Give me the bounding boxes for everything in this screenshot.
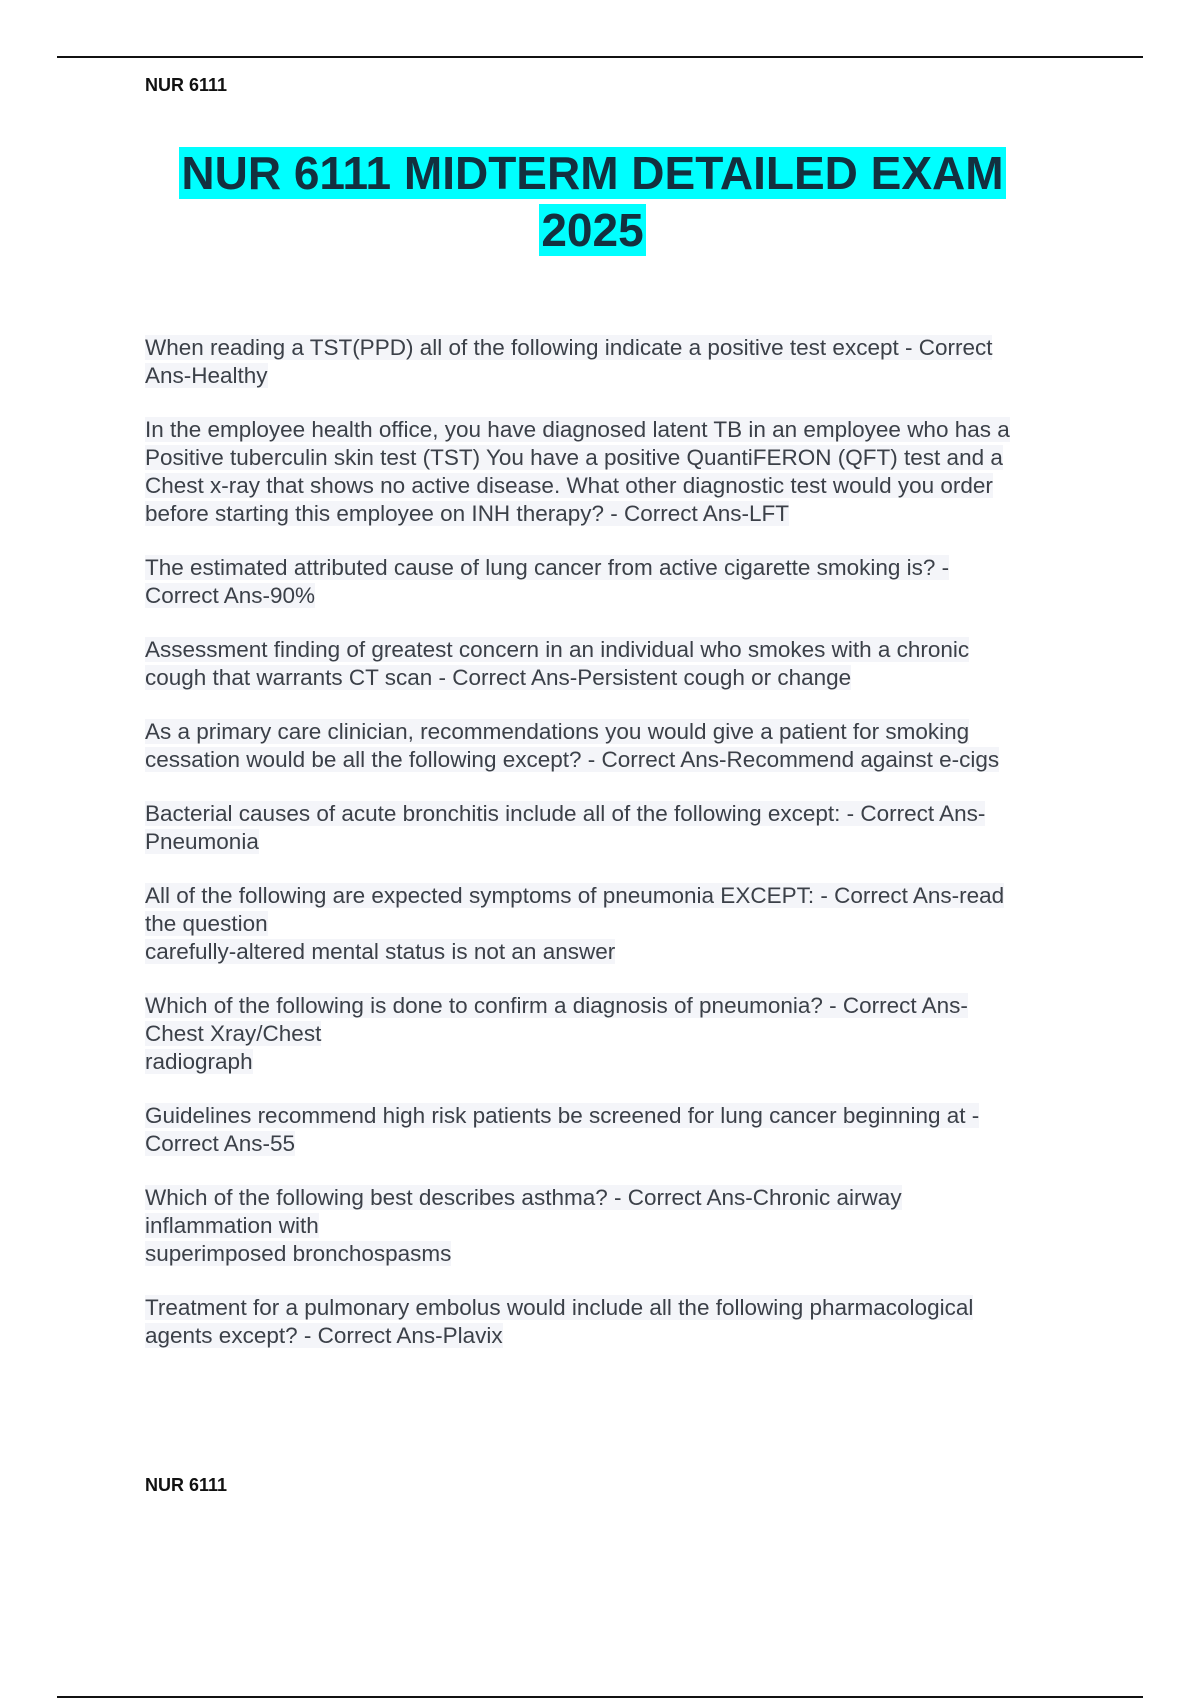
question-text-line: Guidelines recommend high risk patients be screened for lung cancer beginning at -	[145, 1103, 980, 1128]
question-item	[145, 636, 1080, 692]
question-text-line: agents except? - Correct Ans-Plavix	[145, 1323, 503, 1348]
question-text-line: Pneumonia	[145, 829, 259, 854]
question-text-line: cessation would be all the following except? - Correct Ans-Recommend against e-cigs	[145, 747, 1000, 772]
title-line-2: 2025	[541, 204, 644, 256]
question-list	[145, 334, 1080, 1376]
question-item	[145, 992, 1080, 1076]
question-text-line: cough that warrants CT scan - Correct Ans-Persistent cough or change	[145, 665, 852, 690]
question-text-line: Which of the following best describes asthma? - Correct Ans-Chronic airway	[145, 1185, 902, 1210]
question-text-line: When reading a TST(PPD) all of the following indicate a positive test except - Correct	[145, 335, 993, 360]
question-item	[145, 1184, 1080, 1268]
question-text-line: As a primary care clinician, recommendations you would give a patient for smoking	[145, 719, 970, 744]
top-rule	[57, 56, 1143, 58]
question-text-line: Which of the following is done to confirm a diagnosis of pneumonia? - Correct Ans-	[145, 993, 968, 1018]
question-item	[145, 1294, 1080, 1350]
question-text-line: All of the following are expected symptoms of pneumonia EXCEPT: - Correct Ans-read	[145, 883, 1005, 908]
question-text-line: Correct Ans-90%	[145, 583, 316, 608]
bottom-rule	[57, 1696, 1143, 1698]
question-text-line: before starting this employee on INH therapy? - Correct Ans-LFT	[145, 501, 790, 526]
question-item	[145, 718, 1080, 774]
question-text-line: In the employee health office, you have diagnosed latent TB in an employee who has a	[145, 417, 1010, 442]
question-text-line: Assessment finding of greatest concern in an individual who smokes with a chronic	[145, 637, 970, 662]
page-header: NUR 6111	[145, 75, 228, 95]
question-text-line: the question	[145, 911, 268, 936]
question-item	[145, 554, 1080, 610]
question-item	[145, 800, 1080, 856]
question-text-line: Correct Ans-55	[145, 1131, 296, 1156]
question-text-line: carefully-altered mental status is not an answer	[145, 939, 616, 964]
question-text-line: Bacterial causes of acute bronchitis include all of the following except: - Correct Ans-	[145, 801, 986, 826]
question-item	[145, 416, 1080, 528]
question-text-line: Ans-Healthy	[145, 363, 268, 388]
question-text-line: Treatment for a pulmonary embolus would include all the following pharmacological	[145, 1295, 974, 1320]
question-item	[145, 882, 1080, 966]
question-text-line: The estimated attributed cause of lung cancer from active cigarette smoking is? -	[145, 555, 950, 580]
page-title	[145, 145, 1040, 259]
question-text-line: superimposed bronchospasms	[145, 1241, 452, 1266]
question-text-line: radiograph	[145, 1049, 253, 1074]
question-item	[145, 1102, 1080, 1158]
question-text-line: inflammation with	[145, 1213, 319, 1238]
question-text-line: Chest Xray/Chest	[145, 1021, 322, 1046]
title-line-1: NUR 6111 MIDTERM DETAILED EXAM	[181, 147, 1004, 199]
question-item	[145, 334, 1080, 390]
question-text-line: Chest x-ray that shows no active disease. What other diagnostic test would you order	[145, 473, 993, 498]
question-text-line: Positive tuberculin skin test (TST) You have a positive QuantiFERON (QFT) test and a	[145, 445, 1003, 470]
page-footer: NUR 6111	[145, 1475, 228, 1495]
